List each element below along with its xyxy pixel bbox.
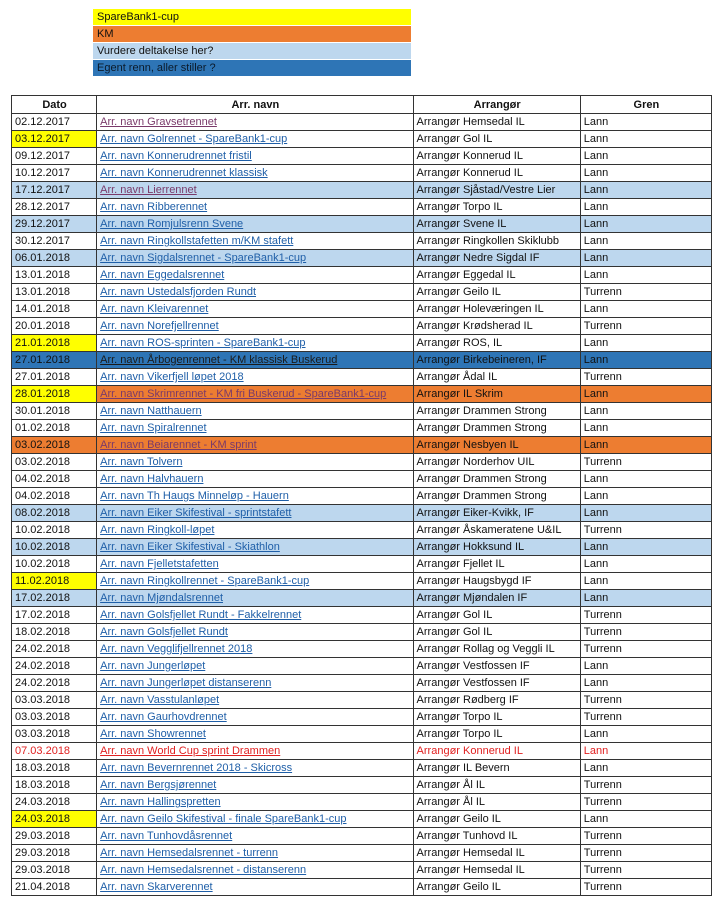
table-row [12,352,712,369]
organizer-cell: Arrangør Ål IL [413,777,580,794]
table-row [12,301,712,318]
branch-cell: Lann [580,165,711,182]
date-cell: 09.12.2017 [12,148,97,165]
event-link[interactable]: Arr. navn Golsfjellet Rundt - Fakkelrennet [97,607,413,624]
event-link[interactable]: Arr. navn ROS-sprinten - SpareBank1-cup [97,335,413,352]
branch-cell: Turrenn [580,862,711,879]
branch-cell: Turrenn [580,369,711,386]
branch-cell: Turrenn [580,284,711,301]
table-row [12,369,712,386]
date-cell: 21.04.2018 [12,879,97,896]
branch-cell: Lann [580,590,711,607]
date-cell: 28.01.2018 [12,386,97,403]
organizer-cell: Arrangør Gol IL [413,131,580,148]
date-cell: 24.02.2018 [12,641,97,658]
date-cell: 03.02.2018 [12,454,97,471]
date-cell: 30.01.2018 [12,403,97,420]
event-link[interactable]: Arr. navn Jungerløpet distanserenn [97,675,413,692]
table-row [12,199,712,216]
branch-cell: Turrenn [580,454,711,471]
table-row [12,335,712,352]
branch-cell: Turrenn [580,692,711,709]
table-row [12,488,712,505]
date-cell: 27.01.2018 [12,352,97,369]
branch-cell: Turrenn [580,845,711,862]
branch-cell: Lann [580,403,711,420]
organizer-cell: Arrangør Drammen Strong [413,420,580,437]
organizer-cell: Arrangør Torpo IL [413,199,580,216]
date-cell: 03.12.2017 [12,131,97,148]
date-cell: 17.02.2018 [12,607,97,624]
table-row [12,250,712,267]
event-link[interactable]: Arr. navn Eggedalsrennet [97,267,413,284]
event-link[interactable]: Arr. navn Ringkollrennet - SpareBank1-cup [97,573,413,590]
date-cell: 10.02.2018 [12,556,97,573]
table-row [12,726,712,743]
event-link[interactable]: Arr. navn Romjulsrenn Svene [97,216,413,233]
organizer-cell: Arrangør Rødberg IF [413,692,580,709]
event-link[interactable]: Arr. navn Mjøndalsrennet [97,590,413,607]
event-link[interactable]: Arr. navn Vikerfjell løpet 2018 [97,369,413,386]
branch-cell: Lann [580,726,711,743]
organizer-cell: Arrangør Nedre Sigdal IF [413,250,580,267]
date-cell: 21.01.2018 [12,335,97,352]
table-row [12,590,712,607]
legend-km: KM [93,26,411,42]
branch-cell: Lann [580,760,711,777]
event-link[interactable]: Arr. navn Bevernrennet 2018 - Skicross [97,760,413,777]
date-cell: 24.03.2018 [12,811,97,828]
organizer-cell: Arrangør Ål IL [413,794,580,811]
table-header-row [12,96,712,114]
date-cell: 07.03.2018 [12,743,97,760]
event-link[interactable]: Arr. navn Tunhovdåsrennet [97,828,413,845]
event-link[interactable]: Arr. navn World Cup sprint Drammen [97,743,413,760]
organizer-cell: Arrangør Haugsbygd IF [413,573,580,590]
organizer-cell: Arrangør Drammen Strong [413,488,580,505]
table-row [12,862,712,879]
date-cell: 27.01.2018 [12,369,97,386]
event-link[interactable]: Arr. navn Hallingspretten [97,794,413,811]
organizer-cell: Arrangør Torpo IL [413,709,580,726]
event-link[interactable]: Arr. navn Bergsjørennet [97,777,413,794]
event-link[interactable]: Arr. navn Vasstulanløpet [97,692,413,709]
table-row [12,114,712,131]
event-link[interactable]: Arr. navn Lierrennet [97,182,413,199]
table-row [12,505,712,522]
event-link[interactable]: Arr. navn Skrimrennet - KM fri Buskerud - SpareBank1-cup [97,386,413,403]
organizer-cell: Arrangør Hokksund IL [413,539,580,556]
organizer-cell: Arrangør Birkebeineren, IF [413,352,580,369]
table-row [12,471,712,488]
organizer-cell: Arrangør Tunhovd IL [413,828,580,845]
table-row [12,522,712,539]
date-cell: 11.02.2018 [12,573,97,590]
date-cell: 24.02.2018 [12,675,97,692]
organizer-cell: Arrangør Krødsherad IL [413,318,580,335]
table-row [12,811,712,828]
event-link[interactable]: Arr. navn Hemsedalsrennet - turrenn [97,845,413,862]
organizer-cell: Arrangør Sjåstad/Vestre Lier [413,182,580,199]
table-row [12,624,712,641]
organizer-cell: Arrangør Vestfossen IF [413,658,580,675]
event-link[interactable]: Arr. navn Konnerudrennet fristil [97,148,413,165]
table-row [12,318,712,335]
table-row [12,777,712,794]
table-row [12,131,712,148]
branch-cell: Lann [580,573,711,590]
organizer-cell: Arrangør Hemsedal IL [413,845,580,862]
branch-cell: Lann [580,437,711,454]
branch-cell: Lann [580,267,711,284]
branch-cell: Lann [580,114,711,131]
branch-cell: Lann [580,335,711,352]
organizer-cell: Arrangør Holeværingen IL [413,301,580,318]
date-cell: 24.02.2018 [12,658,97,675]
table-row [12,386,712,403]
date-cell: 29.03.2018 [12,862,97,879]
organizer-cell: Arrangør Nesbyen IL [413,437,580,454]
table-row [12,148,712,165]
date-cell: 10.12.2017 [12,165,97,182]
event-link[interactable]: Arr. navn Ringkoll-løpet [97,522,413,539]
header-branch: Gren [580,96,711,114]
event-link[interactable]: Arr. navn Geilo Skifestival - finale SpareBank1-cup [97,811,413,828]
date-cell: 17.12.2017 [12,182,97,199]
organizer-cell: Arrangør Vestfossen IF [413,675,580,692]
legend [93,9,411,77]
branch-cell: Lann [580,471,711,488]
organizer-cell: Arrangør Geilo IL [413,879,580,896]
event-link[interactable]: Arr. navn Hemsedalsrennet - distanserenn [97,862,413,879]
table-row [12,794,712,811]
header-date: Dato [12,96,97,114]
table-row [12,845,712,862]
organizer-cell: Arrangør Geilo IL [413,811,580,828]
branch-cell: Lann [580,675,711,692]
branch-cell: Lann [580,420,711,437]
event-link[interactable]: Arr. navn Vegglifjellrennet 2018 [97,641,413,658]
table-row [12,658,712,675]
date-cell: 10.02.2018 [12,522,97,539]
table-row [12,828,712,845]
date-cell: 17.02.2018 [12,590,97,607]
branch-cell: Lann [580,811,711,828]
table-row [12,692,712,709]
organizer-cell: Arrangør Svene IL [413,216,580,233]
event-link[interactable]: Arr. navn Halvhauern [97,471,413,488]
table-row [12,284,712,301]
organizer-cell: Arrangør Eggedal IL [413,267,580,284]
event-link[interactable]: Arr. navn Beiarennet - KM sprint [97,437,413,454]
branch-cell: Turrenn [580,879,711,896]
branch-cell: Lann [580,488,711,505]
organizer-cell: Arrangør Geilo IL [413,284,580,301]
table-row [12,165,712,182]
organizer-cell: Arrangør Ådal IL [413,369,580,386]
event-link[interactable]: Arr. navn Tolvern [97,454,413,471]
table-row [12,573,712,590]
organizer-cell: Arrangør Hemsedal IL [413,114,580,131]
branch-cell: Lann [580,199,711,216]
table-row [12,556,712,573]
branch-cell: Lann [580,352,711,369]
date-cell: 29.12.2017 [12,216,97,233]
organizer-cell: Arrangør Ringkollen Skiklubb [413,233,580,250]
table-row [12,760,712,777]
event-link[interactable]: Arr. navn Th Haugs Minneløp - Hauern [97,488,413,505]
table-row [12,675,712,692]
branch-cell: Turrenn [580,709,711,726]
event-link[interactable]: Arr. navn Gravsetrennet [97,114,413,131]
branch-cell: Turrenn [580,828,711,845]
event-link[interactable]: Arr. navn Eiker Skifestival - sprintstafett [97,505,413,522]
event-link[interactable]: Arr. navn Eiker Skifestival - Skiathlon [97,539,413,556]
organizer-cell: Arrangør Åskameratene U&IL [413,522,580,539]
branch-cell: Lann [580,131,711,148]
organizer-cell: Arrangør Fjellet IL [413,556,580,573]
event-link[interactable]: Arr. navn Golrennet - SpareBank1-cup [97,131,413,148]
branch-cell: Lann [580,556,711,573]
date-cell: 29.03.2018 [12,828,97,845]
table-row [12,607,712,624]
branch-cell: Turrenn [580,641,711,658]
date-cell: 03.03.2018 [12,692,97,709]
branch-cell: Lann [580,301,711,318]
table-row [12,182,712,199]
branch-cell: Lann [580,250,711,267]
table-row [12,420,712,437]
schedule-table [11,95,712,896]
legend-vurdere: Vurdere deltakelse her? [93,43,411,59]
date-cell: 13.01.2018 [12,284,97,301]
branch-cell: Turrenn [580,522,711,539]
organizer-cell: Arrangør IL Bevern [413,760,580,777]
branch-cell: Lann [580,148,711,165]
event-link[interactable]: Arr. navn Sigdalsrennet - SpareBank1-cup [97,250,413,267]
date-cell: 02.12.2017 [12,114,97,131]
event-link[interactable]: Arr. navn Skarverennet [97,879,413,896]
organizer-cell: Arrangør Hemsedal IL [413,862,580,879]
organizer-cell: Arrangør Rollag og Veggli IL [413,641,580,658]
event-link[interactable]: Arr. navn Spiralrennet [97,420,413,437]
date-cell: 30.12.2017 [12,233,97,250]
date-cell: 24.03.2018 [12,794,97,811]
date-cell: 04.02.2018 [12,471,97,488]
date-cell: 18.03.2018 [12,760,97,777]
date-cell: 29.03.2018 [12,845,97,862]
branch-cell: Lann [580,233,711,250]
date-cell: 04.02.2018 [12,488,97,505]
organizer-cell: Arrangør Drammen Strong [413,471,580,488]
table-row [12,641,712,658]
header-event: Arr. navn [97,96,413,114]
table-row [12,267,712,284]
branch-cell: Turrenn [580,794,711,811]
event-link[interactable]: Arr. navn Golsfjellet Rundt [97,624,413,641]
event-link[interactable]: Arr. navn Ustedalsfjorden Rundt [97,284,413,301]
branch-cell: Turrenn [580,607,711,624]
legend-egent-renn: Egent renn, aller stiller ? [93,60,411,76]
table-row [12,743,712,760]
date-cell: 20.01.2018 [12,318,97,335]
table-row [12,879,712,896]
organizer-cell: Arrangør Konnerud IL [413,165,580,182]
date-cell: 03.02.2018 [12,437,97,454]
event-link[interactable]: Arr. navn Konnerudrennet klassisk [97,165,413,182]
event-link[interactable]: Arr. navn Fjelletstafetten [97,556,413,573]
table-body [12,114,712,896]
event-link[interactable]: Arr. navn Norefjellrennet [97,318,413,335]
date-cell: 28.12.2017 [12,199,97,216]
date-cell: 18.02.2018 [12,624,97,641]
branch-cell: Lann [580,743,711,760]
table-row [12,454,712,471]
branch-cell: Lann [580,658,711,675]
date-cell: 14.01.2018 [12,301,97,318]
date-cell: 18.03.2018 [12,777,97,794]
header-organizer: Arrangør [413,96,580,114]
organizer-cell: Arrangør Torpo IL [413,726,580,743]
organizer-cell: Arrangør Gol IL [413,607,580,624]
date-cell: 08.02.2018 [12,505,97,522]
table-row [12,709,712,726]
organizer-cell: Arrangør ROS, IL [413,335,580,352]
branch-cell: Lann [580,386,711,403]
branch-cell: Lann [580,216,711,233]
branch-cell: Turrenn [580,777,711,794]
organizer-cell: Arrangør Mjøndalen IF [413,590,580,607]
branch-cell: Lann [580,182,711,199]
date-cell: 13.01.2018 [12,267,97,284]
event-link[interactable]: Arr. navn Showrennet [97,726,413,743]
table-row [12,233,712,250]
event-link[interactable]: Arr. navn Jungerløpet [97,658,413,675]
organizer-cell: Arrangør Norderhov UIL [413,454,580,471]
organizer-cell: Arrangør Konnerud IL [413,148,580,165]
event-link[interactable]: Arr. navn Kleivarennet [97,301,413,318]
event-link[interactable]: Arr. navn Årbogenrennet - KM klassisk Buskerud [97,352,413,369]
organizer-cell: Arrangør Gol IL [413,624,580,641]
date-cell: 03.03.2018 [12,709,97,726]
organizer-cell: Arrangør Konnerud IL [413,743,580,760]
date-cell: 06.01.2018 [12,250,97,267]
table-row [12,216,712,233]
organizer-cell: Arrangør Drammen Strong [413,403,580,420]
event-link[interactable]: Arr. navn Ribberennet [97,199,413,216]
table-row [12,437,712,454]
branch-cell: Turrenn [580,318,711,335]
branch-cell: Turrenn [580,624,711,641]
event-link[interactable]: Arr. navn Ringkollstafetten m/KM stafett [97,233,413,250]
legend-sparebank1-cup: SpareBank1-cup [93,9,411,25]
table-row [12,539,712,556]
organizer-cell: Arrangør Eiker-Kvikk, IF [413,505,580,522]
event-link[interactable]: Arr. navn Gaurhovdrennet [97,709,413,726]
event-link[interactable]: Arr. navn Natthauern [97,403,413,420]
branch-cell: Lann [580,505,711,522]
table-row [12,403,712,420]
organizer-cell: Arrangør IL Skrim [413,386,580,403]
date-cell: 10.02.2018 [12,539,97,556]
date-cell: 03.03.2018 [12,726,97,743]
branch-cell: Lann [580,539,711,556]
date-cell: 01.02.2018 [12,420,97,437]
